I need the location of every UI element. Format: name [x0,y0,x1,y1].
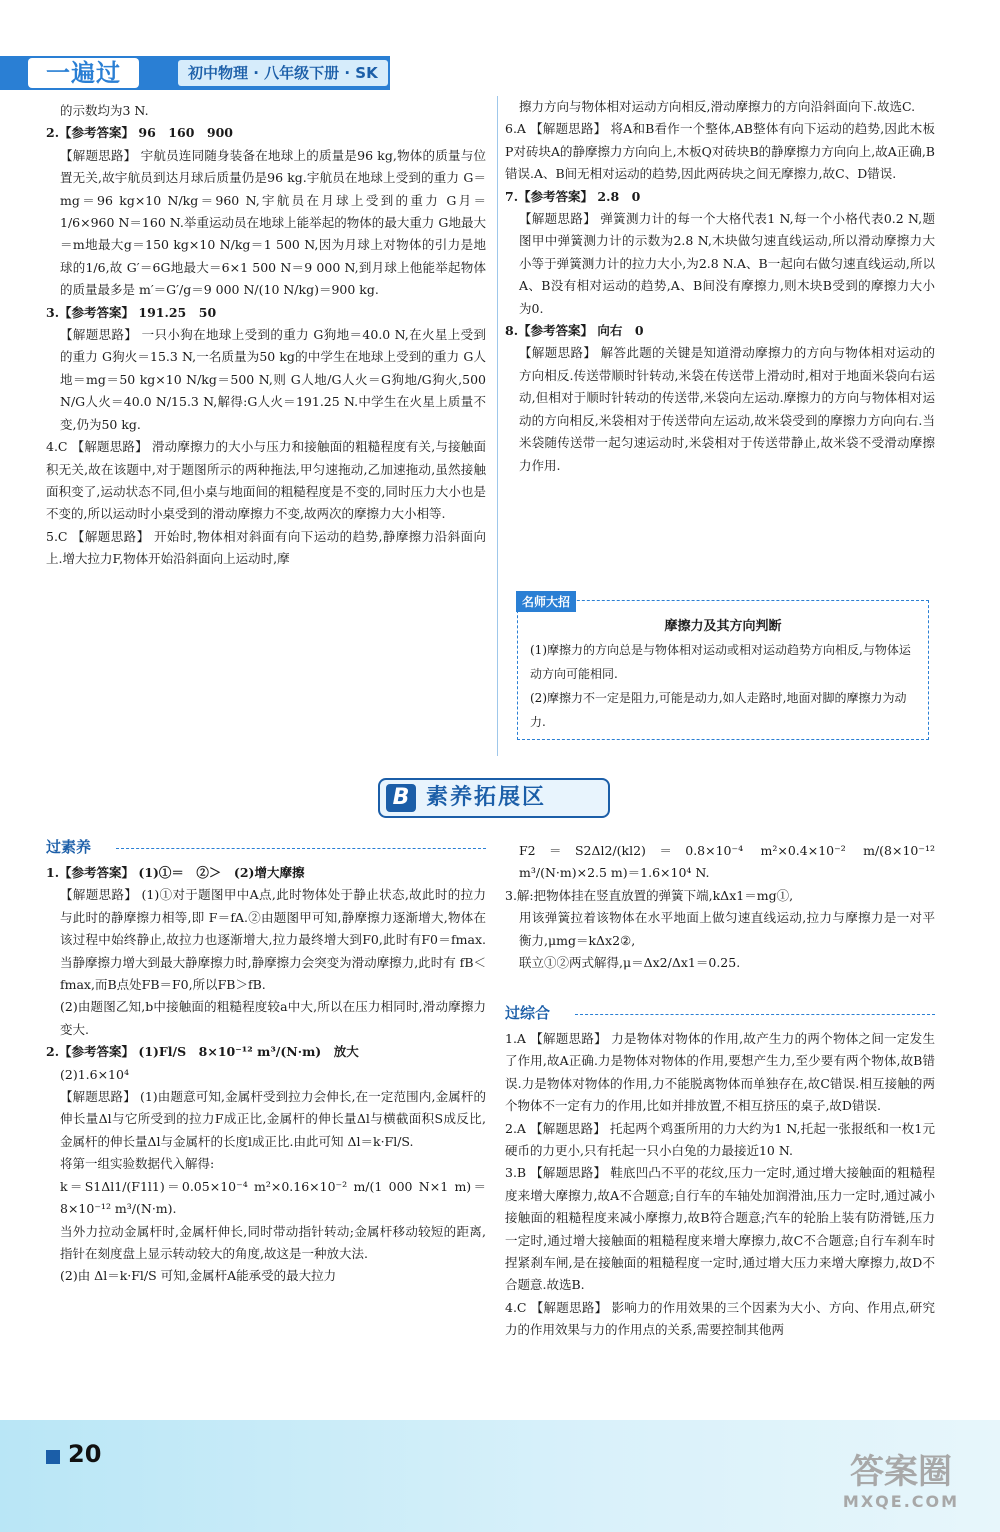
section-heading-text: 过综合 [505,1004,551,1022]
answer-2c: (2)1.6×10⁴ [60,1066,129,1082]
watermark-text: 答案圈 [850,1452,952,1492]
explanation-1: 【解题思路】 (1)①对于题图甲中A点,此时物体处于静止状态,故此时的拉力与此时的静摩擦力相等,即 F＝fA.②由题图甲可知,静摩擦力逐渐增大,物体在该过程中始终静止,故拉力也逐渐增大,拉力最终增大到F0,此时有F0＝fmax.当静摩擦力增大到最大静摩擦力时,静摩擦力会突变为滑动摩擦力,此时有 fB＜fmax,而B点处FB＝F0,所以FB＞fB. [60,887,486,993]
heading-rule [116,848,486,849]
page-header [0,0,1000,92]
answer-3c: 3.B 【解题思路】 鞋底凹凸不平的花纹,压力一定时,通过增大接触面的粗糙程度来增大摩擦力,故A不合题意;自行车的车轴处加润滑油,压力一定时,通过减小接触面的粗糙程度来减小摩擦力,故B符合题意;汽车的轮胎上装有防滑链,压力一定时,通过增大接触面的粗糙程度来增大摩擦力,故C不合题意;自行车刹车时捏紧刹车闸,是在接触面的粗糙程度一定时,通过增大压力来增大摩擦力,故D不合题意.故选B. [505,1165,935,1293]
explanation-1b: (2)由题图乙知,b中接触面的粗糙程度较a中大,所以在压力相同时,滑动摩擦力变大. [60,999,486,1037]
answer-1c: 1.A 【解题思路】 力是物体对物体的作用,故产生力的两个物体之间一定发生了作用,故A正确.力是物体对物体的作用,要想产生力,至少要有两个物体,故B错误.力是物体对物体的作用,力不能脱离物体而单独存在,故C错误.相互接触的两个物体不一定有力的作用,比如并排放置,不相互挤压的桌子,故D错误. [505,1031,935,1114]
left-column-top [46,100,486,571]
explanation-2c: 将第一组实验数据代入解得: [60,1156,215,1172]
brand-logo: 一遍过 [28,58,139,88]
section-banner [378,778,610,818]
answer-5: 5.C 【解题思路】 开始时,物体相对斜面有向下运动的趋势,静摩擦力沿斜面向上.增大拉力F,物体开始沿斜面向上运动时,摩 [46,528,486,567]
page-number: 20 [68,1440,102,1468]
book-subtitle: 初中物理 · 八年级下册 · SK [178,60,388,86]
answer-3: 3.【参考答案】 191.25 50 [46,304,217,320]
answer-7: 7.【参考答案】 2.8 0 [505,188,641,204]
section-heading-text: 过素养 [46,838,92,856]
formula-f2: F2＝S2Δl2/(kl2)＝0.8×10⁻⁴ m²×0.4×10⁻² m/(8×10⁻¹² m³/(N·m)×2.5 m)＝1.6×10⁴ N. [519,843,935,881]
watermark-logo [826,1452,976,1511]
right-column-bottom [505,1028,935,1342]
explanation-2d: 当外力拉动金属杆时,金属杆伸长,同时带动指针转动;金属杆移动较短的距离,指针在刻度盘上显示转动较大的角度,故这是一种放大法. [60,1223,486,1261]
answer-2b: 2.【参考答案】 (1)Fl/S 8×10⁻¹² m³/(N·m) 放大 [46,1044,359,1060]
tip-title: 摩擦力及其方向判断 [664,619,782,634]
section-heading-1 [46,836,486,858]
formula-k: k＝S1Δl1/(F1l1)＝0.05×10⁻⁴ m²×0.16×10⁻² m/(1 000 N×1 m)＝8×10⁻¹² m³/(N·m). [60,1178,486,1217]
answer-3b: 3.解:把物体挂在竖直放置的弹簧下端,kΔx1＝mg①, [505,887,794,903]
explanation-7: 【解题思路】 弹簧测力计的每一个大格代表1 N,每一个小格代表0.2 N,题图甲中弹簧测力计的示数为2.8 N,木块做匀速直线运动,所以滑动摩擦力大小等于弹簧测力计的拉力大小,为2.8 N.A、B一起向右做匀速直线运动,所以A、B没有相对运动的趋势,A、B间没有摩擦力,则木块B受到的摩擦力大小为0. [519,211,935,316]
section-banner-title: 素养拓展区 [426,785,547,810]
section-letter: B [386,784,416,812]
explanation-3: 【解题思路】 一只小狗在地球上受到的重力 G狗地＝40.0 N,在火星上受到的重力 G狗火＝15.3 N,一名质量为50 kg的中学生在地球上受到的重力 G人地＝mg＝50 kg×10 N/kg＝500 N,则 G人地/G人火＝G狗地/G狗火,500 N/G人火＝40.0 N/15.3 N,解得:G人火＝191.25 N.中学生在火星上质量不变,仍为50 kg. [60,327,486,432]
left-column-bottom [46,862,486,1288]
tip-item: (2)摩擦力不一定是阻力,可能是动力,如人走路时,地面对脚的摩擦力为动力. [530,691,907,729]
watermark-url: MXQE.COM [842,1492,960,1511]
right-column-middle [505,840,935,974]
column-divider [497,96,498,756]
page-number-marker [46,1450,60,1464]
answer-4: 4.C 【解题思路】 滑动摩擦力的大小与压力和接触面的粗糙程度有关,与接触面积无关,故在该题中,对于题图所示的两种拖法,甲匀速拖动,乙加速拖动,虽然接触面积变了,运动状态不同,但小桌与地面间的粗糙程度是不变的,同时压力大小也是不变的,所以运动时小桌受到的滑动摩擦力不变,故两次的摩擦力大小相等. [46,439,486,522]
answer-1: 1.【参考答案】 (1)①＝ ②＞ (2)增大摩擦 [46,865,305,880]
answer-6: 6.A 【解题思路】 将A和B看作一个整体,AB整体有向下运动的趋势,因此木板P对砖块A的静摩擦力方向向上,木板Q对砖块B的静摩擦力方向向上,故A正确,B错误.A、B间无相对运动的趋势,因此两砖块之间无摩擦力,故C、D错误. [505,121,935,182]
right-column-top [505,96,935,477]
result-3b: 联立①②两式解得,μ＝Δx2/Δx1＝0.25. [519,955,741,971]
section-heading-2 [505,1002,935,1024]
heading-rule [575,1014,935,1015]
answer-2d: 2.A 【解题思路】 托起两个鸡蛋所用的力大约为1 N,托起一张报纸和一枚1元硬币的力更小,只有托起一只小白兔的力最接近10 N. [505,1120,935,1159]
answer-4c: 4.C 【解题思路】 影响力的作用效果的三个因素为大小、方向、作用点,研究力的作用效果与力的作用点的关系,需要控制其他两 [505,1299,935,1338]
explanation-2e: (2)由 Δl＝k·Fl/S 可知,金属杆A能承受的最大拉力 [60,1268,337,1284]
answer-2: 2.【参考答案】 96 160 900 [46,125,233,141]
explanation-2b: 【解题思路】 (1)由题意可知,金属杆受到拉力会伸长,在一定范围内,金属杆的伸长量Δl与它所受到的拉力F成正比,金属杆的伸长量Δl与横截面积S成反比,金属杆的伸长量Δl与金属杆的长度l成正比.由此可知 Δl＝k·Fl/S. [60,1089,486,1149]
paragraph: 的示数均为3 N. [60,103,149,118]
explanation-2: 【解题思路】 宇航员连同随身装备在地球上的质量是96 kg,物体的质量与位置无关,故宇航员到达月球后质量仍是96 kg.宇航员在地球上受到的重力 G＝mg＝96 kg×10 N/kg＝960 N,宇航员在月球上受到的重力 G月＝1/6×960 N＝160 N.举重运动员在地球上能举起的物体的最大重力 G地最大＝m地最大g＝150 kg×10 N/kg＝1 500 N,因为月球上对物体的引力是地球的1/6,故 G′＝6G地最大＝6×1 500 N＝9 000 N,到月球上他能举起物体的质量最多是 m′＝G′/g＝9 000 N/(10 N/kg)＝900 kg. [60,147,486,298]
tip-label: 名师大招 [516,591,576,612]
answer-8: 8.【参考答案】 向右 0 [505,323,644,339]
teacher-tip-box [517,595,929,740]
explanation-3b: 用该弹簧拉着该物体在水平地面上做匀速直线运动,拉力与摩擦力是一对平衡力,μmg＝kΔx2②, [519,910,935,948]
paragraph: 擦力方向与物体相对运动方向相反,滑动摩擦力的方向沿斜面向下.故选C. [519,99,916,114]
explanation-8: 【解题思路】 解答此题的关键是知道滑动摩擦力的方向与物体相对运动的方向相反.传送带顺时针转动,米袋在传送带上滑动时,相对于地面米袋向右运动,但相对于顺时针转动的传送带,米袋向左运动.摩擦力的方向与物体相对运动的方向相反,米袋相对于传送带向左运动,故米袋受到的摩擦力方向向右.当米袋随传送带一起匀速运动时,米袋相对于传送带静止,故米袋不受滑动摩擦力作用. [519,345,935,473]
tip-item: (1)摩擦力的方向总是与物体相对运动或相对运动趋势方向相反,与物体运动方向可能相同. [530,643,911,681]
